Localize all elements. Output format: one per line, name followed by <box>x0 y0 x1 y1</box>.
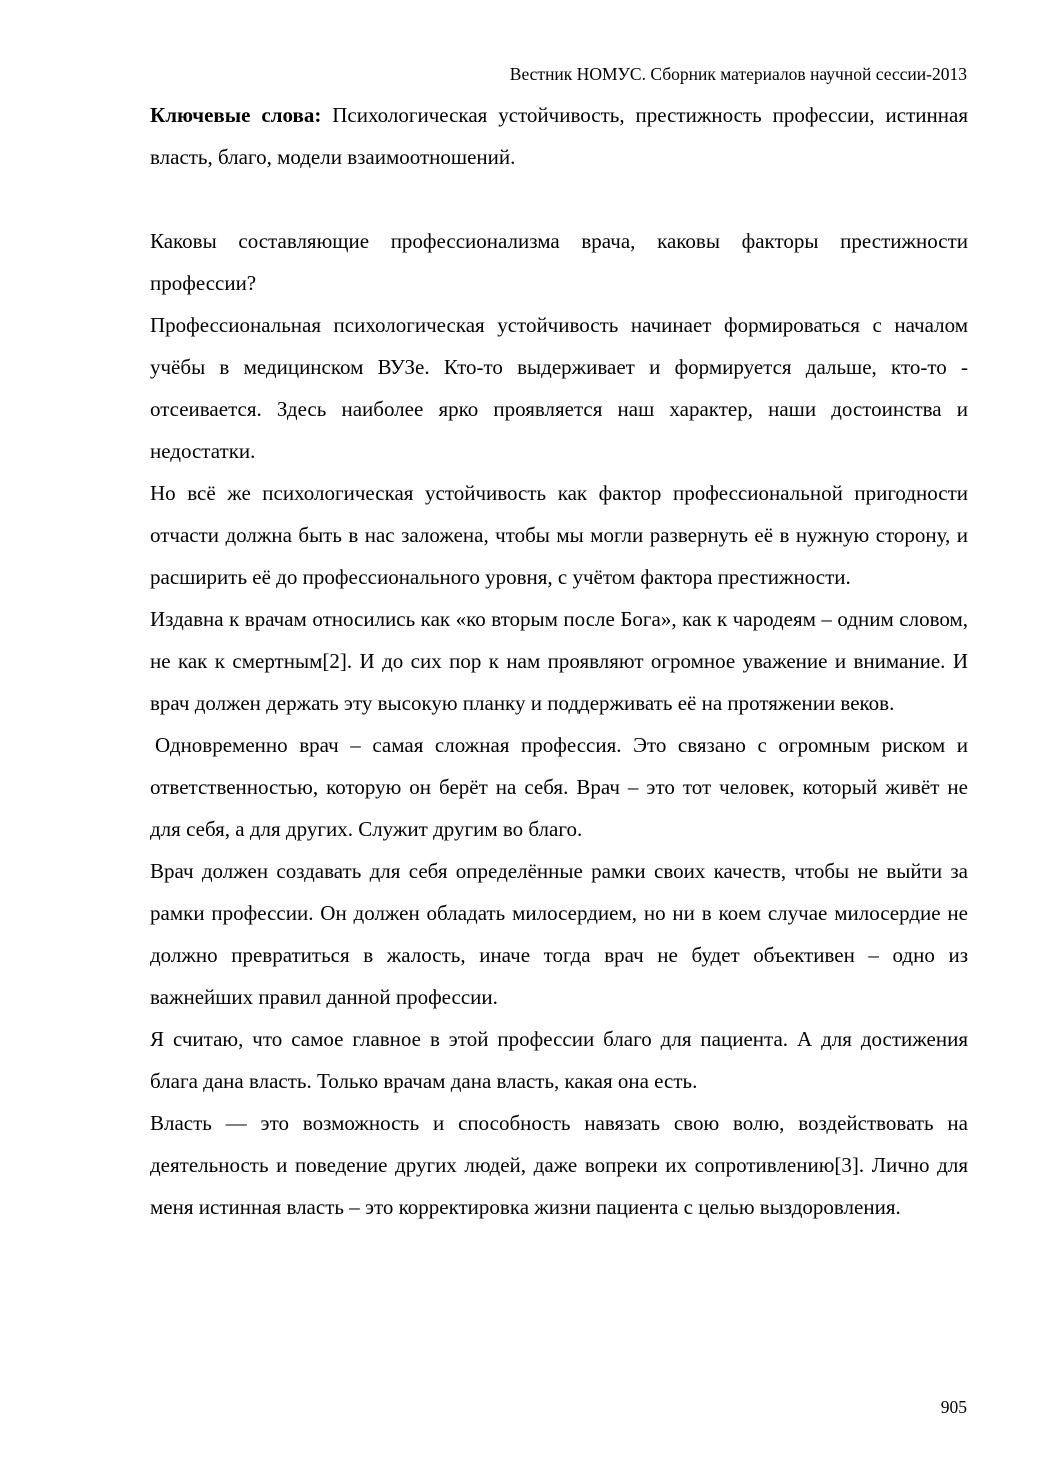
paragraph-spacer <box>150 178 968 220</box>
paragraph-history: Издавна к врачам относились как «ко вторым после Бога», как к чародеям – одним словом, не как к смертным[2]. И до сих пор к нам проявляют огромное уважение и внимание. И врач должен держать эту высокую планку и поддерживать её на протяжении веков. <box>150 607 968 715</box>
paragraph-complexity: Одновременно врач – самая сложная профессия. Это связано с огромным риском и ответственностью, которую он берёт на себя. Врач – это тот человек, который живёт не для себя, а для других. Служит другим во благо. <box>150 733 968 841</box>
keywords-label: Ключевые слова: <box>150 103 322 127</box>
keywords-paragraph <box>150 94 968 178</box>
running-header: Вестник НОМУС. Сборник материалов научной сессии-2013 <box>509 64 967 84</box>
paragraph-aptitude: Но всё же психологическая устойчивость как фактор профессиональной пригодности отчасти должна быть в нас заложена, чтобы мы могли развернуть её в нужную сторону, и расширить её до профессионального уровня, с учётом фактора престижности. <box>150 481 968 589</box>
paragraph-stability: Профессиональная психологическая устойчивость начинает формироваться с началом учёбы в медицинском ВУЗе. Кто-то выдерживает и формируется дальше, кто-то - отсеивается. Здесь наиболее ярко проявляется наш характер, наши достоинства и недостатки. <box>150 313 968 463</box>
paragraph-question: Каковы составляющие профессионализма врача, каковы факторы престижности профессии? <box>150 229 968 295</box>
paragraph-power: Власть — это возможность и способность навязать свою волю, воздействовать на деятельность и поведение других людей, даже вопреки их сопротивлению[3]. Лично для меня истинная власть – это корректировка жизни пациента с целью выздоровления. <box>150 1111 968 1219</box>
document-body <box>150 94 968 1228</box>
page-number: 905 <box>940 1397 967 1417</box>
keywords-text: Психологическая устойчивость, престижность профессии, истинная власть, благо, модели взаимоотношений. <box>150 103 968 169</box>
paragraph-boundaries: Врач должен создавать для себя определённые рамки своих качеств, чтобы не выйти за рамки профессии. Он должен обладать милосердием, но ни в коем случае милосердие не должно превратиться в жалость, иначе тогда врач не будет объективен – одно из важнейших правил данной профессии. <box>150 859 968 1009</box>
paragraph-benefit: Я считаю, что самое главное в этой профессии благо для пациента. А для достижения блага дана власть. Только врачам дана власть, какая она есть. <box>150 1027 968 1093</box>
